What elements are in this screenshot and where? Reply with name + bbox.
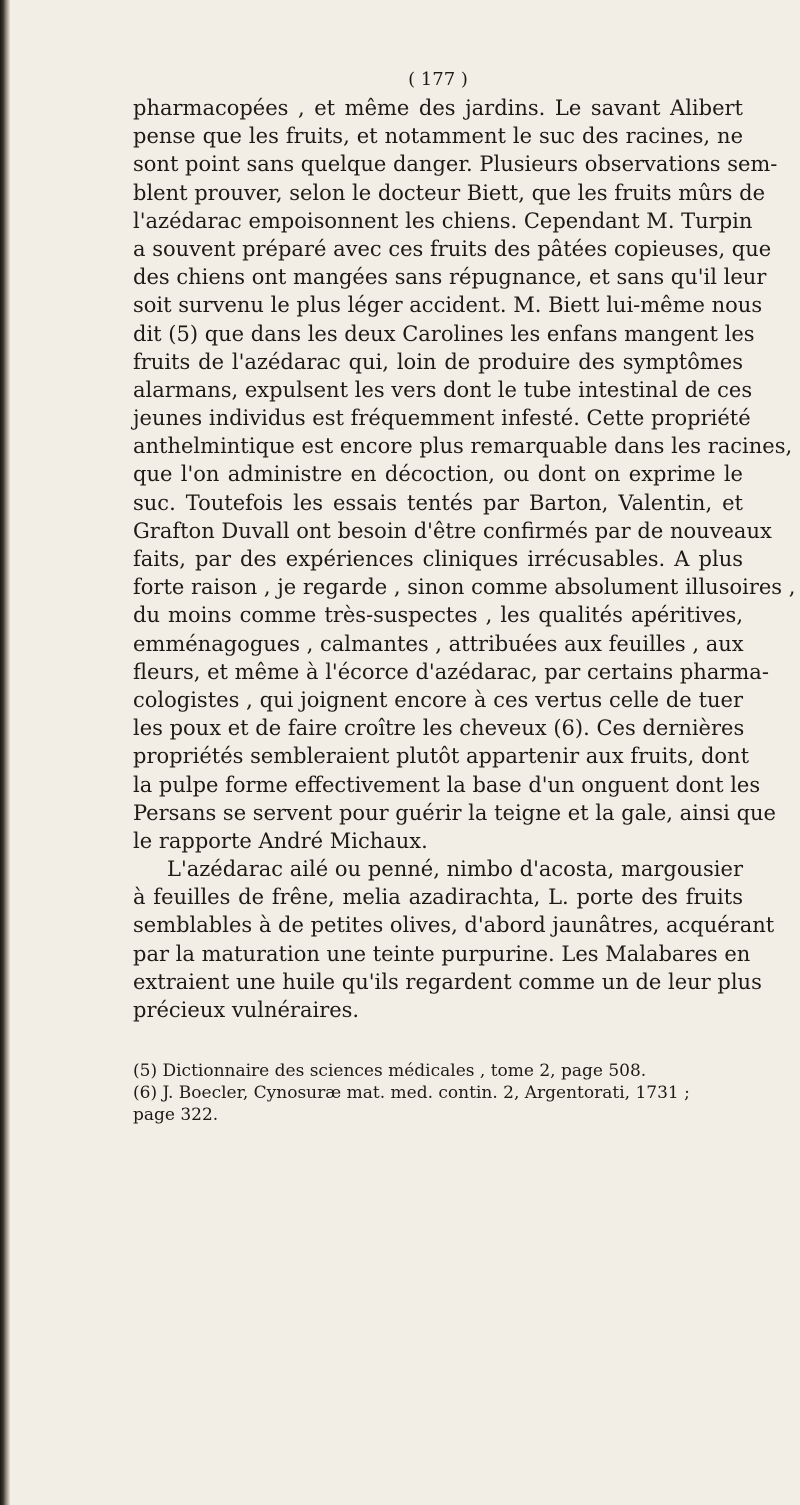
text-line: du moins comme très-suspectes , les qualités apéritives, <box>133 603 743 628</box>
text-line: par la maturation une teinte purpurine. Les Malabares en <box>133 941 751 966</box>
page-binding-edge <box>0 0 10 1505</box>
text-line: suc. Toutefois les essais tentés par Barton, Valentin, et <box>133 490 743 515</box>
page-number: ( 177 ) <box>408 69 468 90</box>
text-line: forte raison , je regarde , sinon comme absolument illusoires , <box>133 575 796 600</box>
text-line: anthelmintique est encore plus remarquable dans les racines, <box>133 434 793 459</box>
text-line: faits, par des expériences cliniques irrécusables. A plus <box>133 547 743 571</box>
footnote-6: (6) J. Boecler, Cynosuræ mat. med. contin. 2, Argentorati, 1731 ; <box>133 1083 690 1103</box>
text-line: la pulpe forme effectivement la base d'un onguent dont les <box>133 772 761 797</box>
text-line: emménagogues , calmantes , attribuées aux feuilles , aux <box>133 631 744 656</box>
text-line: le rapporte André Michaux. <box>133 828 428 853</box>
text-line: a souvent préparé avec ces fruits des pâtées copieuses, que <box>133 236 772 261</box>
text-line: à feuilles de frêne, melia azadirachta, L. porte des fruits <box>133 885 743 910</box>
text-line: L'azédarac ailé ou penné, nimbo d'acosta, margousier <box>167 857 743 882</box>
text-line: précieux vulnéraires. <box>133 998 360 1022</box>
text-line: les poux et de faire croître les cheveux (6). Ces dernières <box>133 716 745 741</box>
text-line: l'azédarac empoisonnent les chiens. Cependant M. Turpin <box>133 208 753 233</box>
text-line: soit survenu le plus léger accident. M. Biett lui-même nous <box>133 293 763 318</box>
text-line: Grafton Duvall ont besoin d'être confirmés par de nouveaux <box>133 518 772 543</box>
text-line: pense que les fruits, et notamment le suc des racines, ne <box>133 124 743 149</box>
text-line: que l'on administre en décoction, ou dont on exprime le <box>133 462 743 487</box>
text-line: dit (5) que dans les deux Carolines les enfans mangent les <box>133 321 755 346</box>
text-line: semblables à de petites olives, d'abord jaunâtres, acquérant <box>133 913 775 938</box>
text-line: fruits de l'azédarac qui, loin de produire des symptômes <box>133 349 743 374</box>
footnote-6-continued: page 322. <box>133 1105 219 1125</box>
text-line: cologistes , qui joignent encore à ces vertus celle de tuer <box>133 687 743 712</box>
text-line: des chiens ont mangées sans répugnance, et sans qu'il leur <box>133 265 767 290</box>
text-line: extraient une huile qu'ils regardent comme un de leur plus <box>133 969 762 994</box>
text-line: propriétés sembleraient plutôt appartenir aux fruits, dont <box>133 744 750 769</box>
text-line: blent prouver, selon le docteur Biett, que les fruits mûrs de <box>133 180 765 205</box>
text-line: pharmacopées , et même des jardins. Le savant Alibert <box>133 96 743 120</box>
text-line: fleurs, et même à l'écorce d'azédarac, par certains pharma- <box>133 659 769 684</box>
footnotes <box>133 1060 743 1126</box>
text-line: jeunes individus est fréquemment infesté. Cette propriété <box>133 406 751 431</box>
text-line: alarmans, expulsent les vers dont le tube intestinal de ces <box>133 377 753 402</box>
footnote-5: (5) Dictionnaire des sciences médicales , tome 2, page 508. <box>133 1061 647 1081</box>
text-line: sont point sans quelque danger. Plusieurs observations sem- <box>133 152 778 177</box>
text-line: Persans se servent pour guérir la teigne et la gale, ainsi que <box>133 800 776 825</box>
main-text <box>133 69 796 1024</box>
